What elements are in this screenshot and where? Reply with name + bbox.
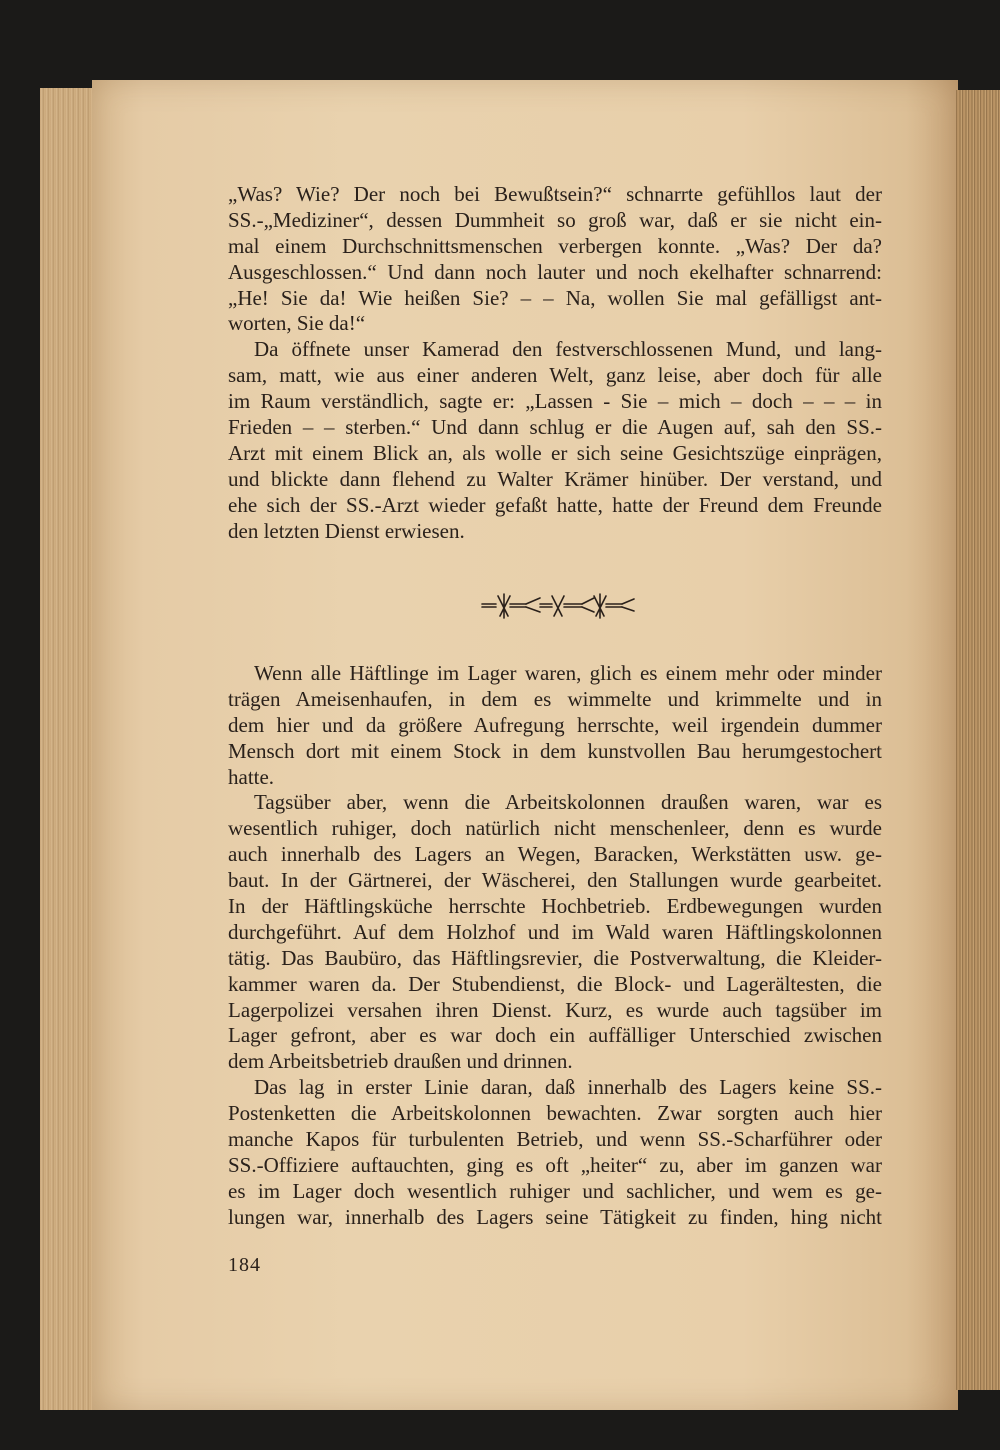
text-section-1	[228, 182, 882, 544]
text-line: „He! Sie da! Wie heißen Sie? – – Na, wollen Sie mal gefälligst ant-	[228, 285, 882, 310]
page-number: 184	[228, 1254, 261, 1276]
text-line: den letzten Dienst erwiesen.	[228, 518, 465, 543]
text-line: SS.-„Mediziner“, dessen Dummheit so groß war, daß er sie nicht ein-	[228, 207, 882, 232]
text-line: und blickte dann flehend zu Walter Krämer hinüber. Der verstand, und	[228, 466, 882, 491]
text-line: tätig. Das Baubüro, das Häftlingsrevier, die Postverwaltung, die Kleider-	[228, 945, 882, 970]
text-line: worten, Sie da!“	[228, 311, 366, 336]
text-line: mal einem Durchschnittsmenschen verbergen konnte. „Was? Der da?	[228, 233, 882, 258]
text-line: hatte.	[228, 764, 275, 789]
text-section-2	[228, 661, 882, 1231]
text-line: SS.-Offiziere auftauchten, ging es oft „heiter“ zu, aber im ganzen war	[228, 1152, 882, 1177]
text-line: es im Lager doch wesentlich ruhiger und sachlicher, und wem es ge-	[228, 1178, 882, 1203]
text-line: baut. In der Gärtnerei, der Wäscherei, den Stallungen wurde gearbeitet.	[228, 868, 882, 893]
text-line: Frieden – – sterben.“ Und dann schlug er die Augen auf, sah den SS.-	[228, 415, 882, 440]
text-line: Da öffnete unser Kamerad den festverschlossenen Mund, und lang-	[254, 337, 882, 362]
text-line: dem Arbeitsbetrieb draußen und drinnen.	[228, 1049, 573, 1074]
barbed-wire-ornament-icon	[478, 590, 638, 620]
text-line: lungen war, innerhalb des Lagers seine Tätigkeit zu finden, hing nicht	[228, 1204, 882, 1229]
text-line: Postenketten die Arbeitskolonnen bewachten. Zwar sorgten auch hier	[228, 1101, 882, 1126]
text-line: auch innerhalb des Lagers an Wegen, Baracken, Werkstätten usw. ge-	[228, 842, 882, 867]
text-line: Lager gefront, aber es war doch ein auffälliger Unterschied zwischen	[228, 1023, 882, 1048]
text-line: dem hier und da größere Aufregung herrschte, weil irgendein dummer	[228, 712, 882, 737]
text-line: im Raum verständlich, sagte er: „Lassen - Sie – mich – doch – – – in	[228, 389, 882, 414]
text-line: Arzt mit einem Blick an, als wolle er sich seine Gesichtszüge einprägen,	[228, 440, 882, 465]
text-line: Lagerpolizei versahen ihren Dienst. Kurz, es wurde auch tagsüber im	[228, 997, 882, 1022]
book-left-page-edges	[40, 88, 100, 1410]
text-line: trägen Ameisenhaufen, in dem es wimmelte und krimmelte und in	[228, 686, 882, 711]
text-line: Ausgeschlossen.“ Und dann noch lauter und noch ekelhafter schnarrend:	[228, 259, 882, 284]
text-line: ehe sich der SS.-Arzt wieder gefaßt hatte, hatte der Freund dem Freunde	[228, 492, 882, 517]
text-line: Tagsüber aber, wenn die Arbeitskolonnen draußen waren, war es	[254, 790, 882, 815]
text-line: In der Häftlingsküche herrschte Hochbetrieb. Erdbewegungen wurden	[228, 894, 882, 919]
text-line: manche Kapos für turbulenten Betrieb, und wenn SS.-Scharführer oder	[228, 1127, 882, 1152]
text-line: sam, matt, wie aus einer anderen Welt, ganz leise, aber doch für alle	[228, 363, 882, 388]
text-line: Wenn alle Häftlinge im Lager waren, glich es einem mehr oder minder	[254, 661, 882, 685]
text-line: „Was? Wie? Der noch bei Bewußtsein?“ schnarrte gefühllos laut der	[228, 182, 882, 206]
book-right-page-edges	[956, 90, 1000, 1390]
text-line: kammer waren da. Der Stubendienst, die Block- und Lagerältesten, die	[228, 971, 882, 996]
text-line: Mensch dort mit einem Stock in dem kunstvollen Bau herumgestochert	[228, 738, 882, 763]
text-line: durchgeführt. Auf dem Holzhof und im Wald waren Häftlingskolonnen	[228, 919, 882, 944]
text-line: Das lag in erster Linie daran, daß innerhalb des Lagers keine SS.-	[254, 1075, 882, 1100]
text-line: wesentlich ruhiger, doch natürlich nicht menschenleer, denn es wurde	[228, 816, 882, 841]
